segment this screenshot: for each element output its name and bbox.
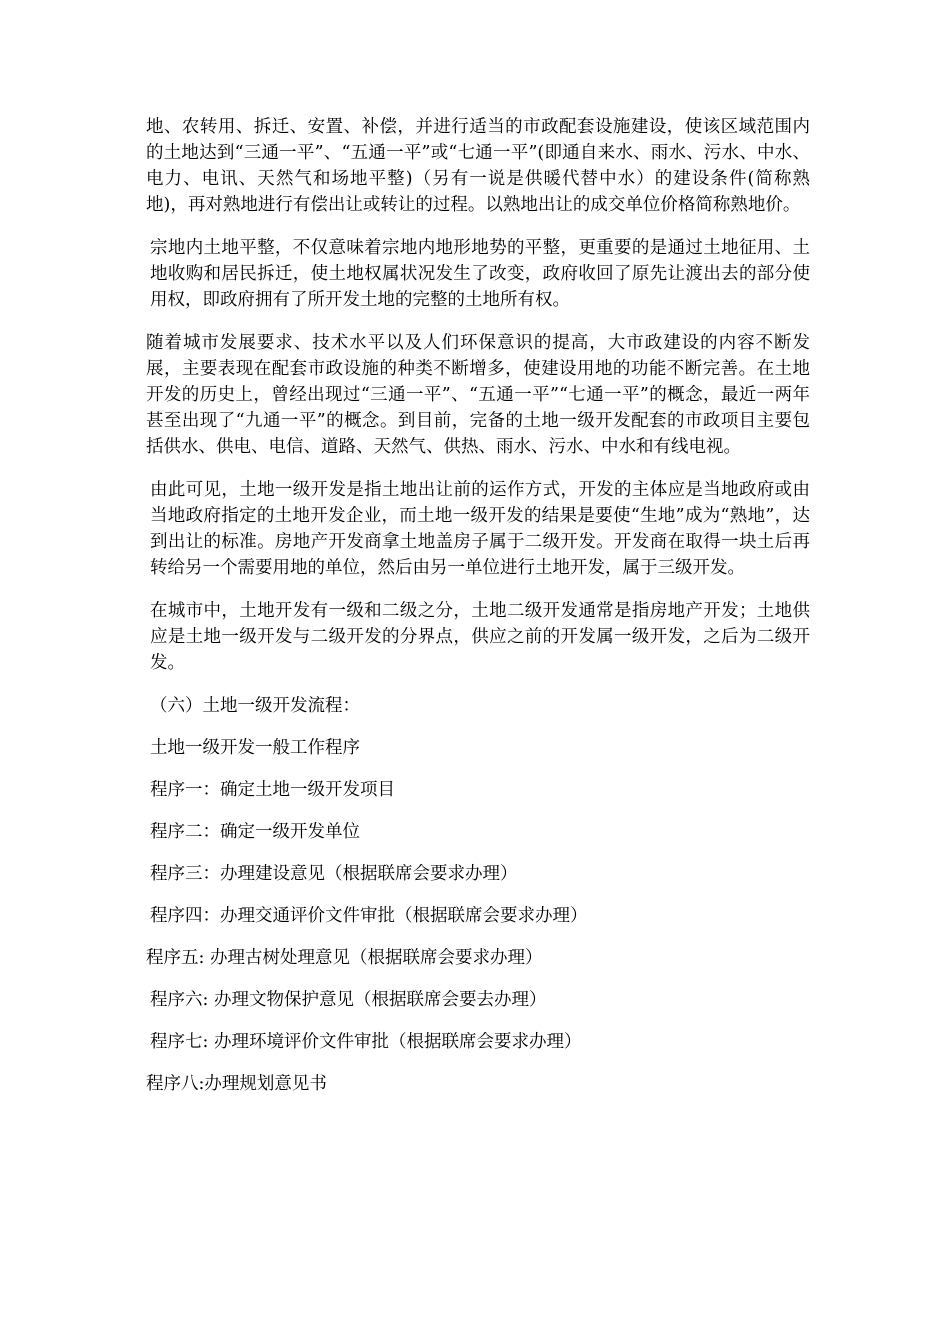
section-heading: （六）土地一级开发流程： — [150, 696, 360, 716]
procedure-item: 程序二：确定一级开发单位 — [150, 822, 360, 842]
procedure-item: 程序六: 办理文物保护意见（根据联席会要去办理） — [150, 990, 547, 1010]
document-page — [146, 114, 810, 1113]
paragraph-land-development-definition: 地、农转用、拆迁、安置、补偿，并进行适当的市政配套设施建设，使该区域范围内的土地达到“三通一平”、“五通一平”或“七通一平”(即通自来水、雨水、污水、中水、电力、电讯、天然气和场地平整)（另有一说是供暖代替中水）的建设条件(简称熟地)，再对熟地进行有偿出让或转让的过程。以熟地出让的成交单位价格简称熟地价。 — [146, 117, 810, 215]
procedure-item: 程序四：办理交通评价文件审批（根据联席会要求办理） — [150, 906, 588, 926]
procedure-item: 程序一：确定土地一级开发项目 — [150, 780, 395, 800]
procedure-item: 程序八:办理规划意见书 — [146, 1074, 327, 1094]
procedure-item: 程序七: 办理环境评价文件审批（根据联席会要求办理） — [150, 1032, 582, 1052]
procedure-list-title: 土地一级开发一般工作程序 — [150, 738, 360, 758]
procedure-item: 程序五: 办理古树处理意见（根据联席会要求办理） — [146, 948, 543, 968]
paragraph-municipal-infrastructure: 随着城市发展要求、技术水平以及人们环保意识的提高，大市政建设的内容不断发展，主要表现在配套市政设施的种类不断增多，使建设用地的功能不断完善。在土地开发的历史上，曾经出现过“三通一平”、“五通一平”“七通一平”的概念，最近一两年甚至出现了“九通一平”的概念。到目前，完备的土地一级开发配套的市政项目主要包括供水、供电、电信、道路、天然气、供热、雨水、污水、中水和有线电视。 — [146, 333, 810, 457]
procedure-item: 程序三：办理建设意见（根据联席会要求办理） — [150, 864, 518, 884]
paragraph-primary-secondary-distinction: 在城市中，土地开发有一级和二级之分，土地二级开发通常是指房地产开发；土地供应是土地一级开发与二级开发的分界点，供应之前的开发属一级开发，之后为二级开发。 — [150, 601, 810, 673]
paragraph-primary-development-summary: 由此可见，土地一级开发是指土地出让前的运作方式，开发的主体应是当地政府或由当地政府指定的土地开发企业，而土地一级开发的结果是要使“生地”成为“熟地”，达到出让的标准。房地产开发商拿土地盖房子属于二级开发。开发商在取得一块土后再转给另一个需要用地的单位，然后由另一单位进行土地开发，属于三级开发。 — [150, 480, 810, 578]
paragraph-land-leveling: 宗地内土地平整，不仅意味着宗地内地形地势的平整，更重要的是通过土地征用、土地收购和居民拆迁，使土地权属状况发生了改变，政府收回了原先让渡出去的部分使用权，即政府拥有了所开发土地的完整的土地所有权。 — [150, 238, 810, 310]
